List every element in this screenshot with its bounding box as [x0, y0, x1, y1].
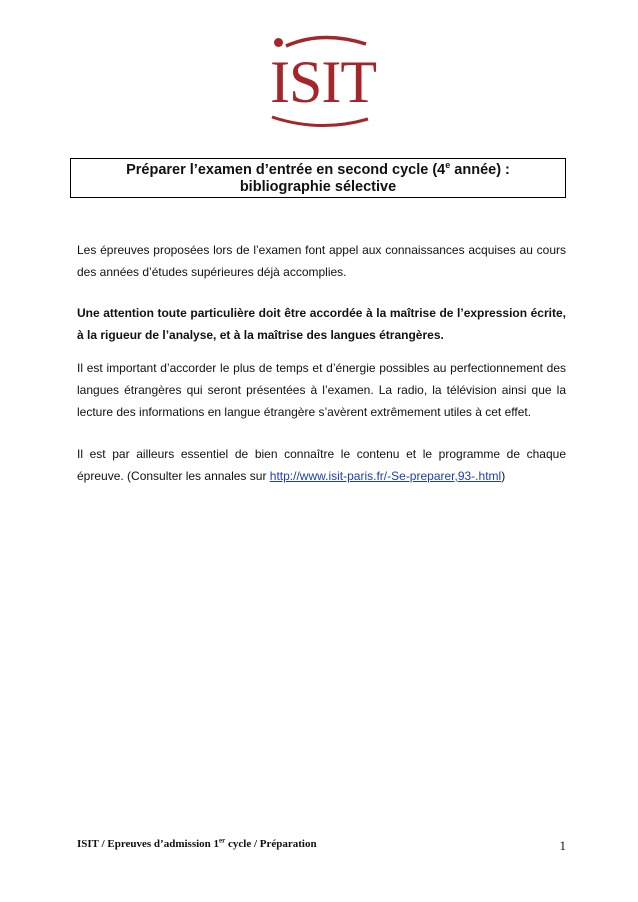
title-line-2: bibliographie sélective — [239, 179, 397, 195]
paragraph-intro: Les épreuves proposées lors de l’examen font appel aux connaissances acquises au cours des années d’études supérieures déjà accomplies. — [77, 243, 566, 279]
title-line-1: Préparer l’examen d’entrée en second cycle (4e année) : — [126, 160, 510, 178]
annales-link[interactable]: http://www.isit-paris.fr/-Se-preparer,93-.html — [269, 469, 502, 483]
paragraph-emphasis: Une attention toute particulière doit être accordée à la maîtrise de l’expression écrite, à la rigueur de l’analyse, et à la maîtrise des langues étrangères. — [77, 306, 566, 342]
document-title — [70, 158, 566, 198]
paragraph-program: Il est par ailleurs essentiel de bien connaître le contenu et le programme de chaque épreuve. (Consulter les annales sur http://www.isit-paris.fr/-Se-preparer,93-.html) — [77, 447, 566, 483]
logo-wordmark: ISIT — [270, 49, 376, 115]
logo-swoosh-icon — [270, 115, 370, 131]
isit-logo — [270, 33, 376, 133]
logo-arc-icon — [272, 34, 368, 48]
footer-text: ISIT / Epreuves d’admission 1er cycle / Préparation — [77, 836, 317, 850]
page-footer — [77, 836, 566, 853]
paragraph-languages: Il est important d’accorder le plus de temps et d’énergie possibles au perfectionnement des langues étrangères qui seront présentées à l’examen. La radio, la télévision ainsi que la lecture des informations en langue étrangère s’avèrent extrêmement utiles à cet effet. — [77, 361, 566, 419]
page-number: 1 — [559, 838, 566, 853]
logo-dot-icon — [274, 38, 283, 47]
